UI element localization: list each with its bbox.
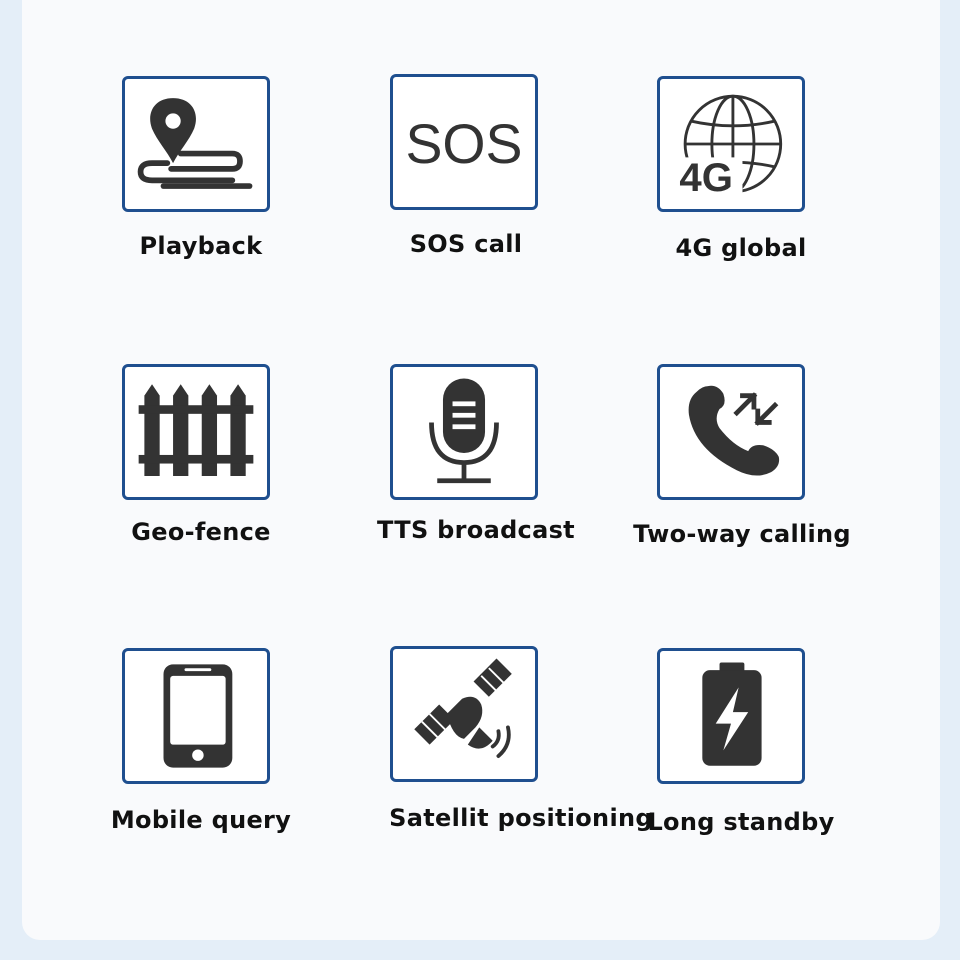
sos-text-icon (393, 77, 535, 207)
feature-tile-tts (390, 364, 538, 500)
feature-tile-battery (657, 648, 805, 784)
feature-tile-sos (390, 74, 538, 210)
feature-tile-playback (122, 76, 270, 212)
phone-arrows-icon (660, 367, 802, 497)
satellite-icon (393, 649, 535, 779)
feature-label: SOS call (409, 230, 523, 258)
feature-label: Geo-fence (131, 518, 271, 546)
microphone-icon (393, 367, 535, 497)
feature-tile-geofence (122, 364, 270, 500)
globe-4g-icon (660, 79, 802, 209)
fence-icon (125, 367, 267, 497)
feature-tile-4g (657, 76, 805, 212)
feature-tile-satellite (390, 646, 538, 782)
svg-text:4G: 4G (679, 154, 733, 200)
feature-tile-mobile (122, 648, 270, 784)
feature-label: TTS broadcast (377, 516, 575, 544)
feature-label: Two-way calling (633, 520, 851, 548)
feature-label: Satellit positioning (389, 804, 653, 832)
feature-tile-twoway (657, 364, 805, 500)
feature-label: Playback (139, 232, 263, 260)
svg-text:SOS: SOS (405, 113, 523, 176)
smartphone-icon (125, 651, 267, 781)
feature-label: Mobile query (110, 806, 292, 834)
route-pin-icon (125, 79, 267, 209)
feature-label: 4G global (675, 234, 807, 262)
battery-bolt-icon (660, 651, 802, 781)
feature-label: Long standby (647, 808, 835, 836)
